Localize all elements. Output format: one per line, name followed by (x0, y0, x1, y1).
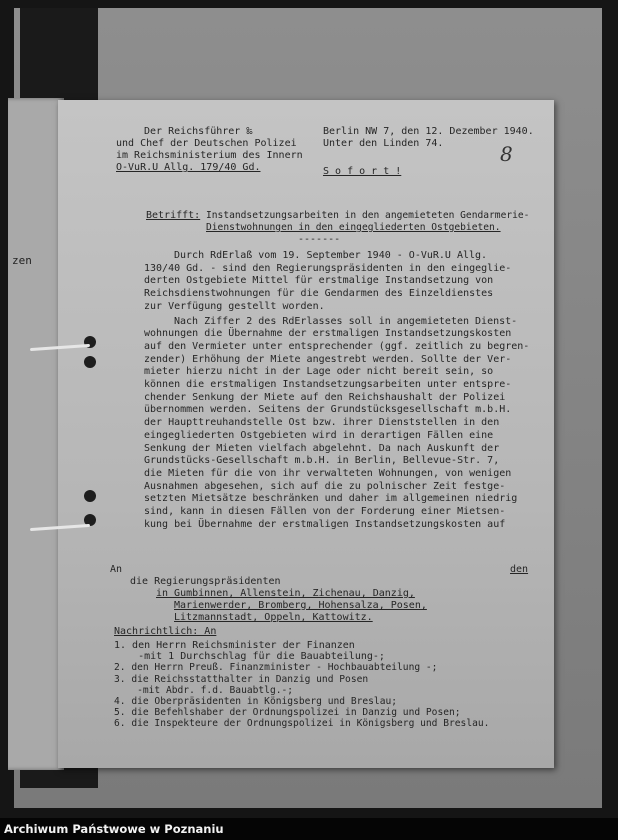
cc-line: -mit Abdr. f.d. Bauabtlg.-; (114, 684, 294, 696)
body-line: Durch RdErlaß vom 19. September 1940 - O-VuR.U Allg. (174, 250, 488, 261)
body-line: zender) Erhöhung der Miete angestrebt werden. Sollte der Ver- (144, 353, 512, 365)
punch-hole (84, 356, 96, 368)
sender-line-1: Der Reichsführer ‰ (144, 126, 253, 137)
handwritten-page-number: 8 (500, 142, 513, 166)
body-line: können die erstmaligen Instandsetzungsarbeiten unter entspre- (144, 379, 512, 390)
cc-line: 3. die Reichsstatthalter in Danzig und Posen (114, 673, 369, 685)
cc-line: 1. den Herrn Reichsminister der Finanzen (114, 640, 355, 651)
body-line: kung bei Übernahme der erstmaligen Instandsetzungskosten auf (144, 518, 506, 530)
continuation-word: den (510, 564, 529, 575)
body-line: derten Ostgebiete Mittel für erstmalige Instandsetzung von (144, 275, 494, 287)
body-line: chender Senkung der Miete auf den Reichshaushalt der Polizei (144, 391, 506, 403)
sender-line-2: und Chef der Deutschen Polizei (116, 138, 297, 149)
archive-footer (0, 818, 618, 840)
addressee-line-4: Litzmannstadt, Oppeln, Kattowitz. (174, 612, 373, 623)
sender-line-3: im Reichsministerium des Innern (116, 150, 303, 161)
body-line: wohnungen die Übernahme der erstmaligen Instandsetzungskosten (144, 328, 512, 340)
addressee-line-2: in Gumbinnen, Allenstein, Zichenau, Danzig, (156, 588, 415, 599)
punch-hole (84, 490, 96, 502)
place-date: Berlin NW 7, den 12. Dezember 1940. (323, 126, 534, 137)
cc-line: 6. die Inspekteure der Ordnungspolizei in Königsberg und Breslau. (114, 718, 490, 730)
body-line: Nach Ziffer 2 des RdErlasses soll in angemieteten Dienst- (174, 315, 518, 327)
folder-edge (8, 98, 64, 770)
letter-page (58, 100, 554, 768)
addressee-label: An (110, 564, 123, 575)
addressee-line-1: die Regierungspräsidenten (130, 576, 281, 587)
body-line: der Haupttreuhandstelle Ost bzw. ihrer Dienststellen in den (144, 417, 500, 429)
body-line: auf den Vermieter unter entsprechender (ggf. zeitlich zu begren- (144, 340, 530, 352)
body-line: 130/40 Gd. - sind den Regierungspräsidenten in den eingeglie- (144, 262, 512, 274)
archive-name: Archiwum Państwowe w Poznaniu (4, 822, 224, 836)
urgency-mark: S o f o r t ! (323, 166, 402, 177)
cc-line: 5. die Befehlshaber der Ordnungspolizei in Danzig und Posen; (114, 707, 461, 719)
body-line: Reichsdienstwohnungen für die Gendarmen des Einzeldienstes (144, 288, 494, 300)
body-line: setzten Mietsätze beschränken und daher im allgemeinen niedrig (144, 493, 518, 505)
body-line: mieter hierzu nicht in der Lage oder nicht bereit sein, so (144, 366, 494, 378)
body-line: Senkung der Mieten vielfach abgelehnt. Da nach Auskunft der (144, 442, 500, 454)
edge-text-fragment: zen (12, 254, 32, 267)
body-line: übernommen werden. Seitens der Grundstücksgesellschaft m.b.H. (144, 404, 512, 416)
body-line: Grundstücks-Gesellschaft m.b.H. in Berlin, Bellevue-Str. 7, (144, 455, 500, 467)
street-address: Unter den Linden 74. (323, 138, 444, 149)
body-line: Ausnahmen abgesehen, sich auf die zu polnischer Zeit festge- (144, 480, 506, 492)
subject-line-2: Dienstwohnungen in den eingegliederten Ostgebieten. (206, 222, 501, 233)
cc-line: 4. die Oberpräsidenten in Königsberg und Breslau; (114, 696, 398, 707)
cc-line: 2. den Herrn Preuß. Finanzminister - Hochbauabteilung -; (114, 662, 438, 674)
cc-line: -mit 1 Durchschlag für die Bauabteilung-; (114, 651, 385, 663)
body-line: eingegliederten Ostgebieten wird in derartigen Fällen eine (144, 429, 494, 441)
body-line: die Mieten für die von ihr verwalteten Wohnungen, von wenigen (144, 467, 512, 479)
file-reference: O-VuR.U Allg. 179/40 Gd. (116, 162, 261, 173)
subject-separator: ------- (298, 234, 341, 245)
subject-line-1: Instandsetzungsarbeiten in den angemieteten Gendarmerie- (206, 210, 530, 221)
cc-label: Nachrichtlich: An (114, 626, 217, 637)
subject-label: Betrifft: (146, 210, 201, 221)
body-line: sind, kann in diesen Fällen von der Forderung einer Mietsen- (144, 506, 506, 517)
addressee-line-3: Marienwerder, Bromberg, Hohensalza, Posen, (174, 600, 427, 611)
body-line: zur Verfügung gestellt worden. (144, 300, 325, 312)
